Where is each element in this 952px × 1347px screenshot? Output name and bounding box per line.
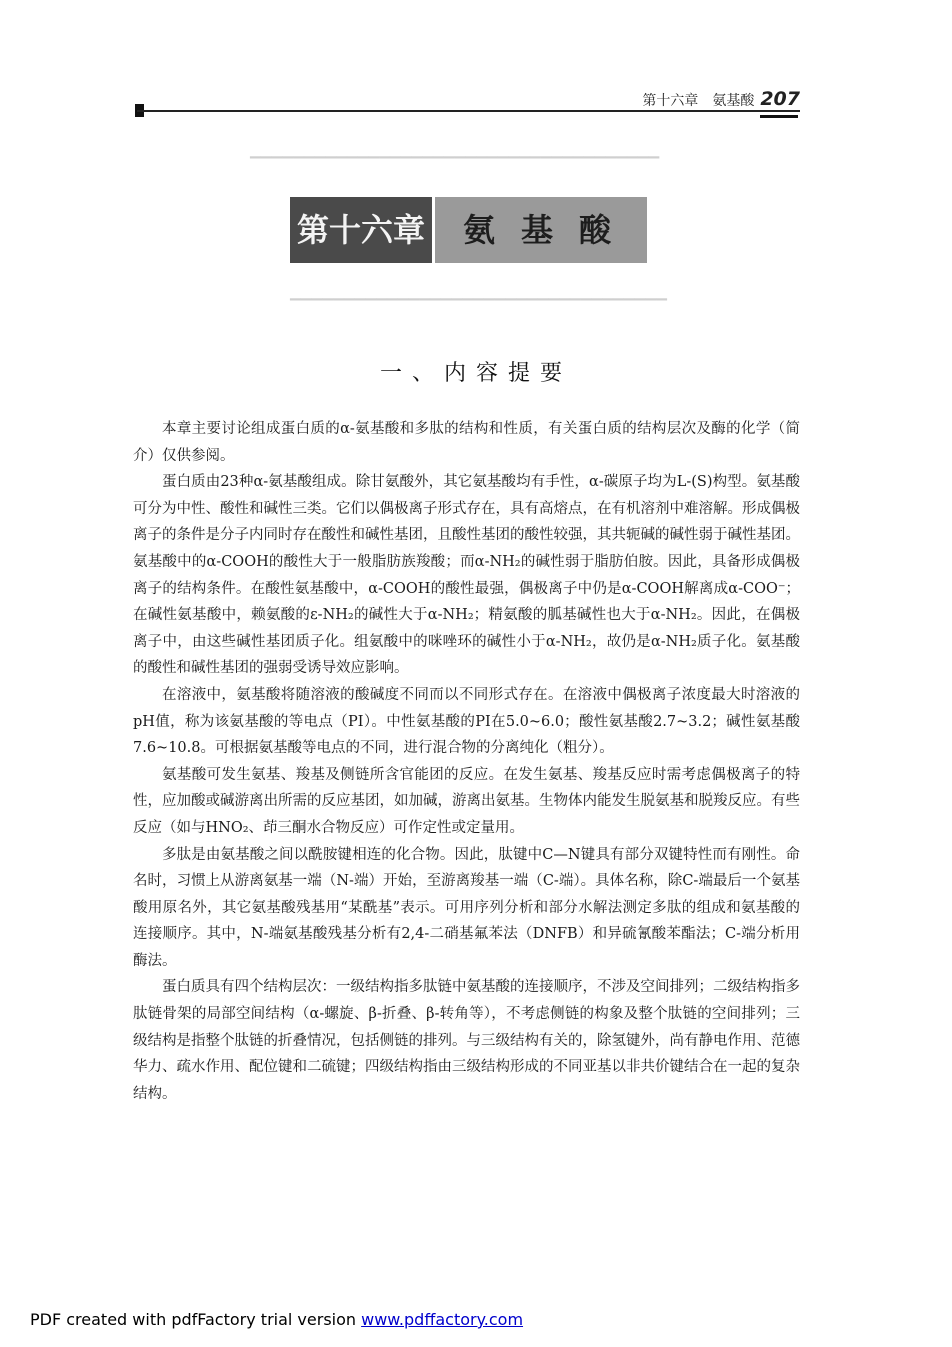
chapter-title bbox=[290, 197, 647, 263]
paragraph: 在溶液中，氨基酸将随溶液的酸碱度不同而以不同形式存在。在溶液中偶极离子浓度最大时溶液的pH值，称为该氨基酸的等电点（PI）。中性氨基酸的PI在5.0~6.0；酸性氨基酸2.7~3.2；碱性氨基酸7.6~10.8。可根据氨基酸等电点的不同，进行混合物的分离纯化（粗分）。 bbox=[133, 686, 800, 757]
footer-text: PDF created with pdfFactory trial version bbox=[30, 1310, 362, 1329]
paragraph: 本章主要讨论组成蛋白质的α-氨基酸和多肽的结构和性质，有关蛋白质的结构层次及酶的化学（简介）仅供参阅。 bbox=[133, 421, 800, 464]
page-number: 207 bbox=[760, 88, 800, 110]
header-rule bbox=[137, 110, 800, 112]
body-text bbox=[133, 416, 800, 1107]
pdf-footer bbox=[30, 1310, 523, 1329]
bleed-through-lines: ▁▁▁▁▁▁▁▁▁▁▁▁▁▁▁▁▁▁▁▁▁▁▁▁▁▁▁▁▁▁▁▁▁▁▁▁▁▁ bbox=[250, 143, 660, 159]
paragraph: 蛋白质由23种α-氨基酸组成。除甘氨酸外，其它氨基酸均有手性，α-碳原子均为L-(S)构型。氨基酸可分为中性、酸性和碱性三类。它们以偶极离子形式存在，具有高熔点，在有机溶剂中难溶解。形成偶极离子的条件是分子内同时存在酸性和碱性基团，且酸性基团的酸性较强，其共轭碱的碱性弱于碱性基团。氨基酸中的α-COOH的酸性大于一般脂肪族羧酸；而α-NH₂的碱性弱于脂肪伯胺。因此，具备形成偶极离子的结构条件。在酸性氨基酸中，α-COOH的酸性最强，偶极离子中仍是α-COOH解离成α-COO⁻；在碱性氨基酸中，赖氨酸的ε-NH₂的碱性大于α-NH₂；精氨酸的胍基碱性也大于α-NH₂。因此，在偶极离子中，由这些碱性基团质子化。组氨酸中的咪唑环的碱性小于α-NH₂，故仍是α-NH₂质子化。氨基酸的酸性和碱性基团的强弱受诱导效应影响。 bbox=[133, 474, 800, 677]
section-title: 一、内容提要 bbox=[379, 361, 572, 386]
chapter-name: 氨基酸 bbox=[435, 197, 647, 263]
paragraph: 蛋白质具有四个结构层次：一级结构指多肽链中氨基酸的连接顺序，不涉及空间排列；二级结构指多肽链骨架的局部空间结构（α-螺旋、β-折叠、β-转角等），不考虑侧链的构象及整个肽链的空间排列；三级结构是指整个肽链的折叠情况，包括侧链的排列。与三级结构有关的，除氢键外，尚有静电作用、范德华力、疏水作用、配位键和二硫键；四级结构指由三级结构形成的不同亚基以非共价键结合在一起的复杂结构。 bbox=[133, 979, 800, 1102]
pdffactory-link[interactable]: www.pdffactory.com bbox=[361, 1310, 524, 1329]
running-head-chapter: 第十六章 氨基酸 bbox=[642, 93, 755, 109]
bleed-through-lines-2: ▁▁▁▁▁▁▁▁▁▁▁▁▁▁▁▁▁▁▁▁▁▁▁▁▁▁▁▁▁▁▁▁▁▁▁ bbox=[290, 285, 667, 301]
page-number-underline bbox=[760, 115, 798, 118]
paragraph: 氨基酸可发生氨基、羧基及侧链所含官能团的反应。在发生氨基、羧基反应时需考虑偶极离子的特性，应加酸或碱游离出所需的反应基团，如加碱，游离出氨基。生物体内能发生脱氨基和脱羧反应。有些反应（如与HNO₂、茚三酮水合物反应）可作定性或定量用。 bbox=[133, 766, 800, 836]
chapter-number: 第十六章 bbox=[290, 197, 432, 263]
running-head bbox=[600, 88, 800, 110]
paragraph: 多肽是由氨基酸之间以酰胺键相连的化合物。因此，肽键中C—N键具有部分双键特性而有刚性。命名时，习惯上从游离氨基一端（N-端）开始，至游离羧基一端（C-端）。具体名称，除C-端最后一个氨基酸用原名外，其它氨基酸残基用“某酰基”表示。可用序列分析和部分水解法测定多肽的组成和氨基酸的连接顺序。其中，N-端氨基酸残基分析有2,4-二硝基氟苯法（DNFB）和异硫氰酸苯酯法；C-端分析用酶法。 bbox=[133, 846, 800, 969]
